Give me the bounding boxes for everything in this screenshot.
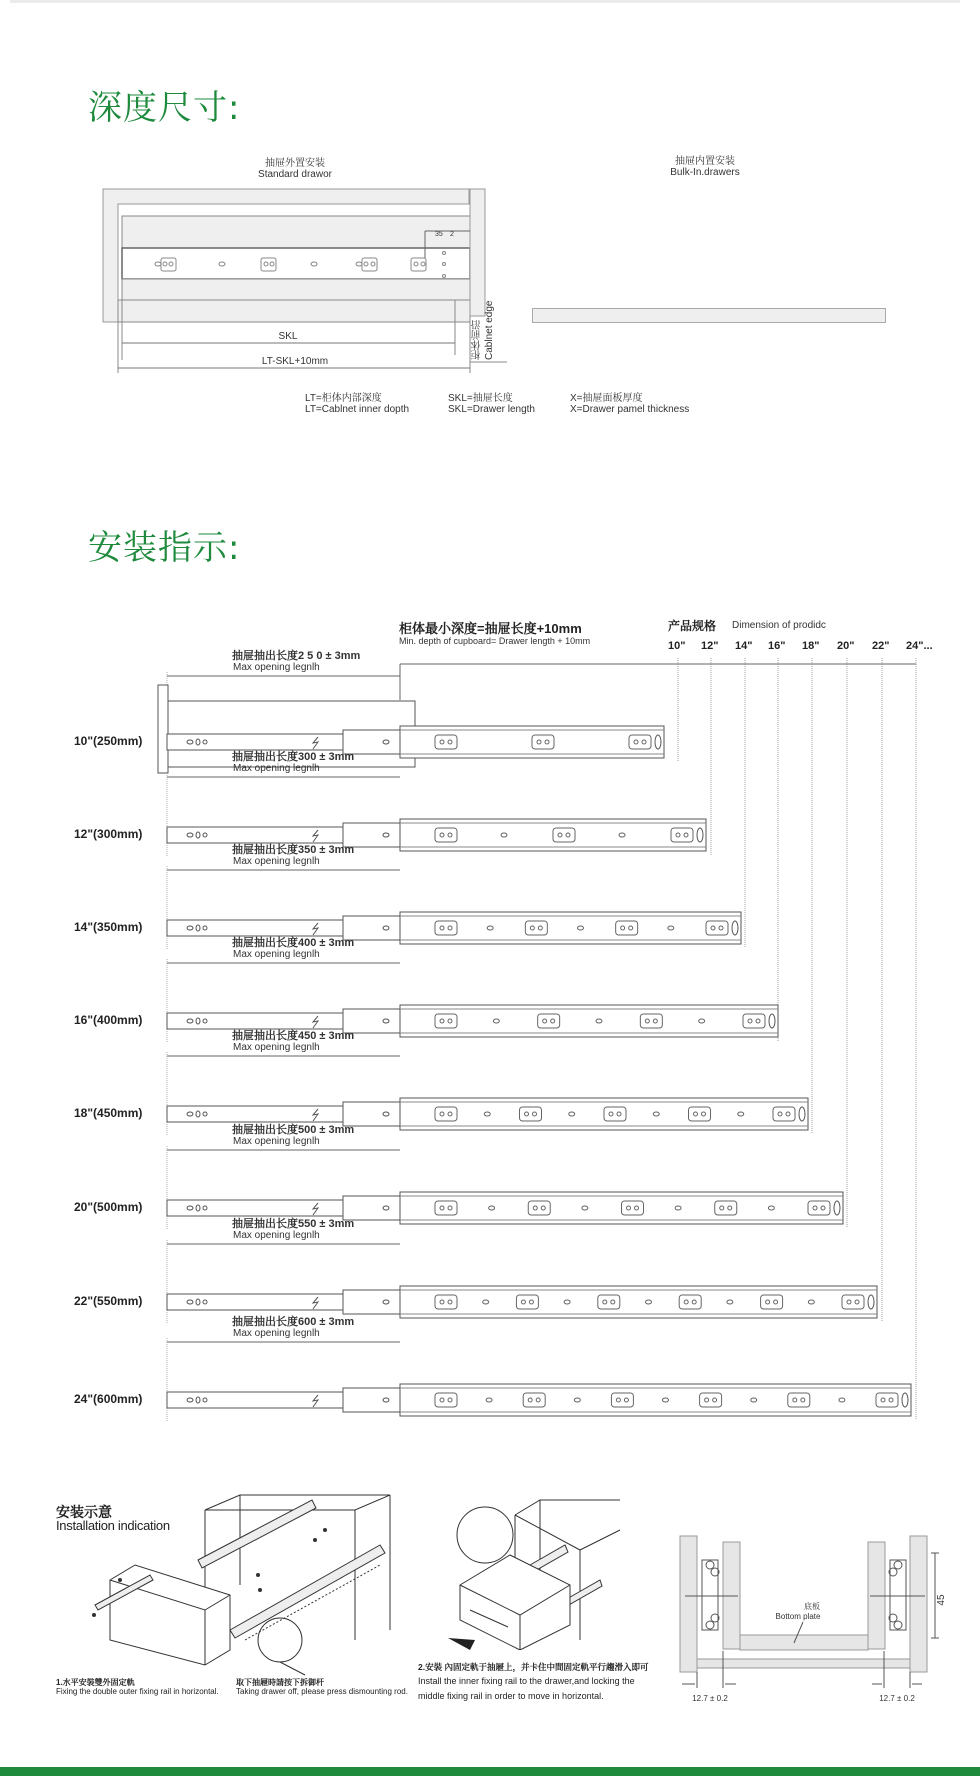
remove-en: Taking drawer off, please press dismounting rod. bbox=[236, 1687, 408, 1696]
step2-en-1: Install the inner fixing rail to the drawer,and locking the bbox=[418, 1676, 635, 1686]
opening-length-cn: 抽屉抽出长度300 ± 3mm bbox=[232, 751, 355, 763]
opening-length-en: Max opening legnlh bbox=[233, 856, 320, 867]
indication-title-cn: 安装示意 bbox=[56, 1504, 112, 1520]
legend-skl-en: SKL=Drawer length bbox=[448, 404, 535, 415]
dimension-en: Dimension of prodidc bbox=[732, 620, 826, 631]
size-label: 10" bbox=[668, 640, 686, 652]
inner-rail bbox=[400, 1384, 911, 1416]
row-size-label: 12"(300mm) bbox=[74, 827, 143, 841]
cabinet-edge-cn: 柜体前沿 bbox=[472, 320, 483, 360]
outer-install-cn: 抽屉外置安装 bbox=[265, 158, 325, 169]
skl-label: SKL bbox=[278, 331, 298, 342]
row-size-label: 14"(350mm) bbox=[74, 920, 143, 934]
legend-x-cn: X=抽屉面板厚度 bbox=[570, 393, 643, 404]
install-section-title: 安装指示: bbox=[88, 528, 241, 568]
min-depth-en: Min. depth of cupboard= Drawer length + 10mm bbox=[399, 636, 591, 646]
opening-length-en: Max opening legnlh bbox=[233, 1136, 320, 1147]
step2-cn: 2.安裝 內固定軌于抽屜上，并卡住中間固定軌平行趨滑入即可 bbox=[418, 1662, 649, 1672]
legend-x-en: X=Drawer pamel thickness bbox=[570, 404, 690, 415]
row-size-label: 22"(550mm) bbox=[74, 1294, 143, 1308]
opening-length-cn: 抽屉抽出长度450 ± 3mm bbox=[232, 1030, 355, 1042]
dim-45: 45 bbox=[936, 1594, 947, 1606]
remove-cn: 取下抽屜時請按下拆御杆 bbox=[236, 1678, 324, 1687]
opening-length-cn: 抽屉抽出长度500 ± 3mm bbox=[232, 1124, 355, 1136]
step1-cn: 1.水平安裝雙外固定軌 bbox=[56, 1678, 135, 1687]
bottom-plate-en: Bottom plate bbox=[775, 1612, 821, 1621]
tolerance-left: 12.7 ± 0.2 bbox=[692, 1694, 728, 1703]
opening-length-en: Max opening legnlh bbox=[233, 1230, 320, 1241]
opening-length-en: Max opening legnlh bbox=[233, 1328, 320, 1339]
lt-skl-label: LT-SKL+10mm bbox=[261, 356, 329, 367]
opening-length-en: Max opening legnlh bbox=[233, 949, 320, 960]
row-size-label: 10"(250mm) bbox=[74, 734, 143, 748]
row-size-label: 16"(400mm) bbox=[74, 1013, 143, 1027]
inner-install-en: Bulk-In.drawers bbox=[670, 167, 740, 178]
drawer-front bbox=[158, 685, 168, 773]
inner-rail bbox=[400, 1286, 877, 1318]
row-size-label: 18"(450mm) bbox=[74, 1106, 143, 1120]
middle-rail bbox=[343, 1388, 400, 1412]
dim-35: 35 bbox=[435, 231, 443, 238]
min-depth-cn: 柜体最小深度=抽屉长度+10mm bbox=[399, 621, 582, 636]
footer-bar bbox=[0, 1767, 980, 1776]
cabinet-edge-en: Cablnet edge bbox=[484, 300, 495, 360]
size-label: 20" bbox=[837, 640, 855, 652]
opening-length-cn: 抽屉抽出长度600 ± 3mm bbox=[232, 1316, 355, 1328]
row-size-label: 24"(600mm) bbox=[74, 1392, 143, 1406]
inner-install-cn: 抽屉内置安装 bbox=[675, 156, 735, 167]
row-size-label: 20"(500mm) bbox=[74, 1200, 143, 1214]
opening-length-cn: 抽屉抽出长度2 5 0 ± 3mm bbox=[232, 650, 361, 662]
dim-2: 2 bbox=[450, 231, 454, 238]
install-illustration-2 bbox=[440, 1490, 630, 1650]
legend-lt-cn: LT=柜体内部深度 bbox=[305, 393, 382, 404]
step2-en-2: middle fixing rail in order to move in horizontal. bbox=[418, 1691, 604, 1701]
bottom-plate-cn: 底板 bbox=[804, 1602, 820, 1611]
opening-length-cn: 抽屉抽出长度350 ± 3mm bbox=[232, 844, 355, 856]
legend-lt-en: LT=Cablnet inner dopth bbox=[305, 404, 410, 415]
step1-en: Fixing the double outer fixing rail in horizontal. bbox=[56, 1687, 219, 1696]
opening-length-en: Max opening legnlh bbox=[233, 763, 320, 774]
opening-length-cn: 抽屉抽出长度400 ± 3mm bbox=[232, 937, 355, 949]
depth-section-title: 深度尺寸: bbox=[88, 88, 241, 128]
tolerance-right: 12.7 ± 0.2 bbox=[879, 1694, 915, 1703]
middle-rail bbox=[343, 1196, 400, 1220]
legend-skl-cn: SKL=抽屉长度 bbox=[448, 393, 513, 404]
size-label: 14" bbox=[735, 640, 753, 652]
install-illustration-1 bbox=[80, 1490, 410, 1680]
size-label: 12" bbox=[701, 640, 719, 652]
size-label: 24"... bbox=[906, 640, 933, 652]
opening-length-cn: 抽屉抽出长度550 ± 3mm bbox=[232, 1218, 355, 1230]
size-label: 22" bbox=[872, 640, 890, 652]
size-label: 16" bbox=[768, 640, 786, 652]
opening-length-en: Max opening legnlh bbox=[233, 662, 320, 673]
cross-section-diagram bbox=[670, 1520, 960, 1710]
size-label: 18" bbox=[802, 640, 820, 652]
middle-rail bbox=[343, 1290, 400, 1314]
dimension-cn: 产品规格 bbox=[668, 619, 717, 633]
inner-rail bbox=[400, 912, 741, 944]
outer-install-en: Standard drawor bbox=[258, 169, 332, 180]
opening-length-en: Max opening legnlh bbox=[233, 1042, 320, 1053]
indication-title-en: Installation indication bbox=[56, 1518, 170, 1533]
middle-rail bbox=[343, 1102, 400, 1126]
